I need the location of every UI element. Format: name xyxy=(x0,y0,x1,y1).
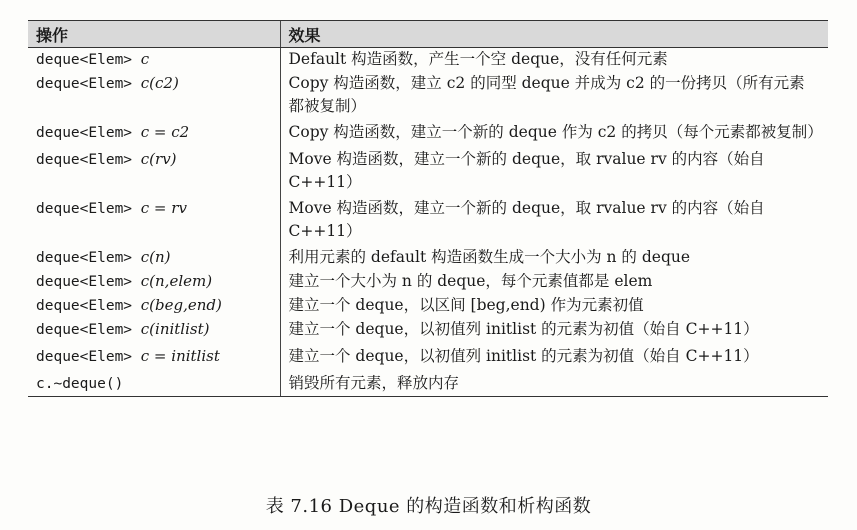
operation-cell xyxy=(28,345,280,372)
table-row xyxy=(28,345,828,372)
operation-cell xyxy=(28,372,280,397)
operation-argument: c(beg,end) xyxy=(140,296,222,314)
table-row xyxy=(28,72,828,121)
effect-cell: 建立一个 deque，以初值列 initlist 的元素为初值（始自 C++11） xyxy=(280,318,828,345)
table-row xyxy=(28,372,828,397)
effect-cell: Copy 构造函数，建立一个新的 deque 作为 c2 的拷贝（每个元素都被复制） xyxy=(280,121,828,148)
operation-argument: c = c2 xyxy=(140,123,190,141)
operation-cell xyxy=(28,48,280,73)
effect-cell: 建立一个 deque，以区间 [beg,end) 作为元素初值 xyxy=(280,294,828,318)
table-row xyxy=(28,246,828,270)
effect-cell: Default 构造函数，产生一个空 deque，没有任何元素 xyxy=(280,48,828,73)
effect-cell: 销毁所有元素，释放内存 xyxy=(280,372,828,397)
operation-argument: c(n,elem) xyxy=(140,272,213,290)
operation-cell xyxy=(28,72,280,121)
operation-argument: c(initlist) xyxy=(140,320,210,338)
effect-cell: 利用元素的 default 构造函数生成一个大小为 n 的 deque xyxy=(280,246,828,270)
operation-prefix: deque<Elem> xyxy=(36,152,141,168)
operation-cell xyxy=(28,270,280,294)
table-header-row xyxy=(28,21,828,48)
operation-cell xyxy=(28,318,280,345)
effect-cell: Move 构造函数，建立一个新的 deque，取 rvalue rv 的内容（始自 C++11） xyxy=(280,148,828,197)
table-caption: 表 7.16 Deque 的构造函数和析构函数 xyxy=(265,496,592,517)
effect-cell: Copy 构造函数，建立 c2 的同型 deque 并成为 c2 的一份拷贝（所有元素都被复制） xyxy=(280,72,828,121)
operation-prefix: c.~deque() xyxy=(36,376,124,392)
operation-prefix: deque<Elem> xyxy=(36,201,141,217)
operation-prefix: deque<Elem> xyxy=(36,298,141,314)
header-operation: 操作 xyxy=(28,21,280,48)
table-row xyxy=(28,48,828,73)
operation-cell xyxy=(28,294,280,318)
table-row xyxy=(28,197,828,246)
deque-constructors-table xyxy=(28,20,828,397)
operation-argument: c xyxy=(140,50,150,68)
operation-argument: c = initlist xyxy=(140,347,220,365)
operation-cell xyxy=(28,197,280,246)
effect-cell: Move 构造函数，建立一个新的 deque，取 rvalue rv 的内容（始自 C++11） xyxy=(280,197,828,246)
operation-prefix: deque<Elem> xyxy=(36,250,141,266)
operation-prefix: deque<Elem> xyxy=(36,322,141,338)
operation-argument: c(c2) xyxy=(140,74,179,92)
operation-prefix: deque<Elem> xyxy=(36,52,141,68)
operation-cell xyxy=(28,121,280,148)
table-row xyxy=(28,270,828,294)
header-effect: 效果 xyxy=(280,21,828,48)
operation-cell xyxy=(28,148,280,197)
operation-argument: c(rv) xyxy=(140,150,177,168)
table-row xyxy=(28,318,828,345)
table-row xyxy=(28,121,828,148)
table-row xyxy=(28,294,828,318)
operation-prefix: deque<Elem> xyxy=(36,76,141,92)
operation-prefix: deque<Elem> xyxy=(36,274,141,290)
operation-prefix: deque<Elem> xyxy=(36,125,141,141)
operation-cell xyxy=(28,246,280,270)
operation-argument: c = rv xyxy=(140,199,187,217)
effect-cell: 建立一个 deque，以初值列 initlist 的元素为初值（始自 C++11） xyxy=(280,345,828,372)
effect-cell: 建立一个大小为 n 的 deque，每个元素值都是 elem xyxy=(280,270,828,294)
operation-argument: c(n) xyxy=(140,248,171,266)
operation-prefix: deque<Elem> xyxy=(36,349,141,365)
table-row xyxy=(28,148,828,197)
